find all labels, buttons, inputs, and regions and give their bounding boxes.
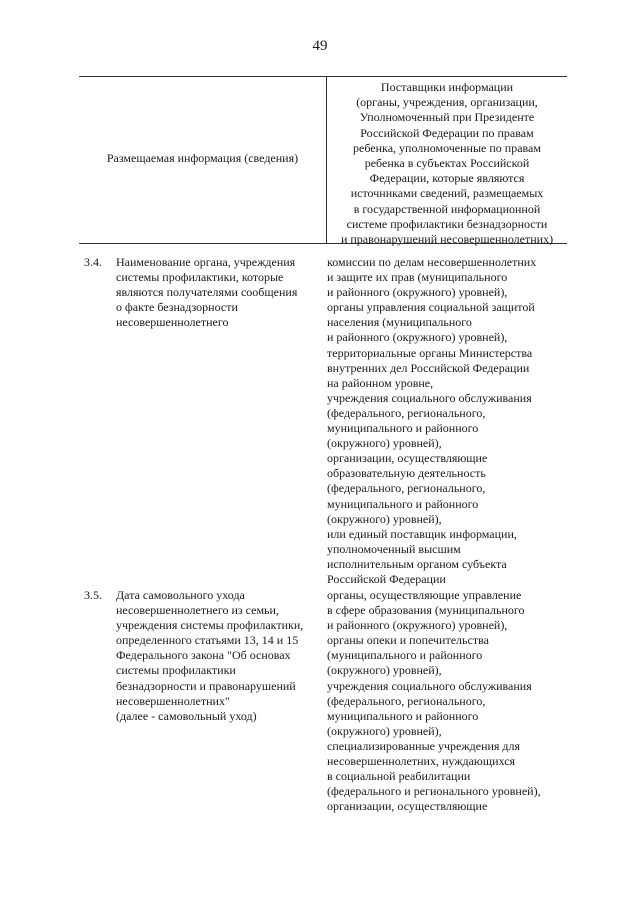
row-description-line: учреждения системы профилактики, (116, 618, 304, 633)
row-description-line: системы профилактики (116, 663, 236, 678)
header-right-line: (органы, учреждения, организации, (356, 95, 538, 110)
row-provider-line: муниципального и районного (327, 496, 479, 511)
row-provider-line: образовательную деятельность (327, 466, 486, 481)
header-left-title: Размещаемая информация (сведения) (106, 150, 299, 165)
row-provider-line: (окружного) уровней), (327, 436, 442, 451)
row-providers (327, 255, 567, 587)
header-right-line: системе профилактики безнадзорности (346, 216, 548, 231)
row-provider-line: уполномоченный высшим (327, 541, 461, 556)
header-right-line: Поставщики информации (380, 80, 514, 94)
header-right-line: ребенка в субъектах Российской (364, 156, 530, 171)
row-description-line: определенного статьями 13, 14 и 15 (116, 633, 299, 648)
row-provider-line: и районного (окружного) уровней), (327, 330, 508, 345)
row-provider-line: в сфере образования (муниципального (327, 603, 525, 618)
header-right-line: источниками сведений, размещаемых (350, 186, 544, 201)
row-description-line: несовершеннолетнего (116, 315, 229, 330)
row-description-line: несовершеннолетних" (116, 693, 230, 708)
row-number: 3.4. (84, 255, 102, 269)
row-provider-line: внутренних дел Российской Федерации (327, 360, 530, 375)
row-provider-line: на районном уровне, (327, 375, 434, 390)
row-provider-line: учреждения социального обслуживания (327, 678, 532, 693)
row-provider-line: специализированные учреждения для (327, 738, 521, 753)
row-description-line: системы профилактики, которые (116, 270, 284, 285)
row-description-line: о факте безнадзорности (116, 300, 238, 315)
header-right-cell (327, 80, 567, 247)
row-provider-line: организации, осуществляющие (327, 451, 488, 466)
row-description-line: являются получателями сообщения (116, 285, 298, 300)
row-provider-line: и районного (окружного) уровней), (327, 618, 508, 633)
row-provider-line: территориальные органы Министерства (327, 345, 533, 360)
row-provider-line: муниципального и районного (327, 708, 479, 723)
row-description-line: несовершеннолетнего из семьи, (116, 603, 279, 618)
row-provider-line: (федерального, регионального, (327, 693, 486, 708)
row-provider-line: (федерального, регионального, (327, 481, 486, 496)
row-provider-line: и защите их прав (муниципального (327, 270, 508, 285)
row-description-line: (далее - самовольный уход) (116, 708, 257, 723)
row-provider-line: Российской Федерации (327, 571, 446, 586)
row-provider-line: органы опеки и попечительства (327, 633, 489, 648)
row-provider-line: (федерального и регионального уровней), (327, 784, 541, 799)
row-provider-line: исполнительным органом субъекта (327, 556, 507, 571)
header-right-line: Российской Федерации по правам (360, 125, 534, 140)
row-provider-line: учреждения социального обслуживания (327, 390, 532, 405)
row-provider-line: (окружного) уровней), (327, 723, 442, 738)
row-provider-line: (окружного) уровней), (327, 663, 442, 678)
row-provider-line: организации, осуществляющие (327, 799, 488, 814)
row-provider-line: населения (муниципального (327, 315, 472, 330)
row-provider-line: (муниципального и районного (327, 648, 483, 663)
table-top-rule (79, 76, 567, 77)
header-right-line: ребенка, уполномоченные по правам (353, 140, 541, 155)
header-right-line: Федерации, которые являются (369, 171, 525, 186)
row-description-line: Наименование органа, учреждения (116, 255, 296, 269)
page-number: 49 (312, 38, 328, 54)
header-left-cell (79, 140, 326, 176)
row-number: 3.5. (84, 588, 102, 602)
row-description (116, 588, 323, 724)
header-right-line: в государственной информационной (353, 201, 541, 216)
row-provider-line: и районного (окружного) уровней), (327, 285, 508, 300)
row-provider-line: органы, осуществляющие управление (327, 588, 522, 602)
row-providers (327, 588, 567, 814)
row-description (116, 255, 323, 330)
row-provider-line: или единый поставщик информации, (327, 526, 517, 541)
row-provider-line: органы управления социальной защитой (327, 300, 535, 315)
row-description-line: Федерального закона "Об основах (116, 648, 291, 663)
header-right-line: и правонарушений несовершеннолетних) (340, 232, 554, 247)
row-provider-line: несовершеннолетних, нуждающихся (327, 754, 516, 769)
row-provider-line: комиссии по делам несовершеннолетних (327, 255, 537, 269)
row-provider-line: (окружного) уровней), (327, 511, 442, 526)
row-description-line: Дата самовольного ухода (116, 588, 245, 602)
row-description-line: безнадзорности и правонарушений (116, 678, 296, 693)
header-right-line: Уполномоченный при Президенте (359, 110, 535, 125)
row-provider-line: в социальной реабилитации (327, 769, 471, 784)
row-provider-line: (федерального, регионального, (327, 405, 486, 420)
row-provider-line: муниципального и районного (327, 421, 479, 436)
